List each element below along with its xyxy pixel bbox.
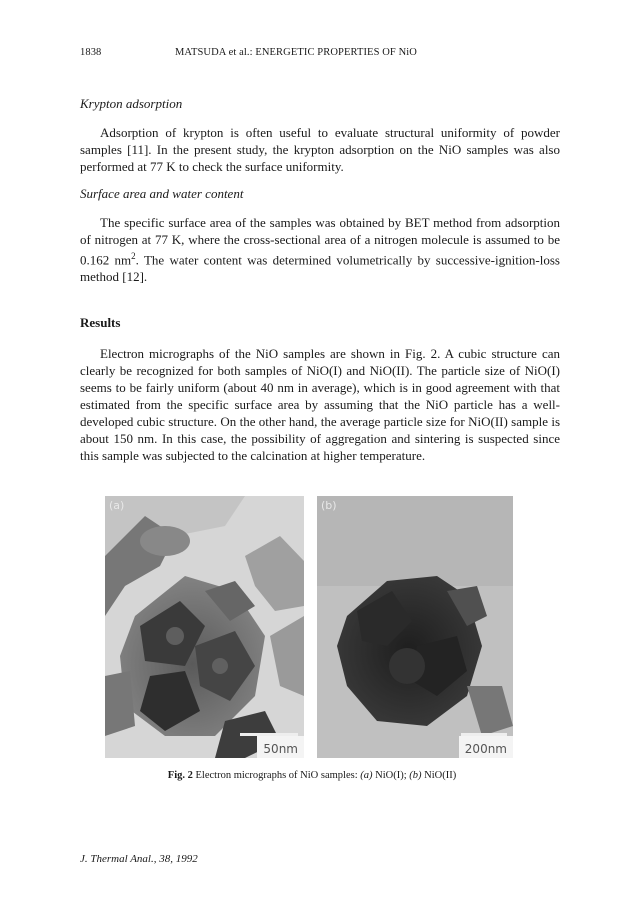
section-heading-surface-area: Surface area and water content [80,186,244,201]
caption-b: (b) [409,770,422,781]
journal-citation: J. Thermal Anal., 38, 1992 [80,853,198,865]
caption-label: Fig. 2 [167,770,193,781]
caption-end: NiO(II) [421,770,457,781]
panel-b-label: (b) [321,499,337,512]
micrograph-a-image [105,496,304,758]
surface-area-text-part2: . The water content was determined volumetrically by successive-ignition-loss method [12]. [80,252,560,285]
micrograph-b [317,496,513,758]
paragraph-surface-area [80,214,560,285]
figure-caption [0,770,624,781]
scale-label-b [459,736,513,758]
micrograph-a [105,496,304,758]
results-heading: Results [80,315,121,330]
page-number: 1838 [80,47,102,58]
figure-2 [105,496,513,758]
paragraph-krypton [80,124,560,175]
caption-a: (a) [360,770,373,781]
caption-text: Electron micrographs of NiO samples: [192,770,361,781]
superscript-2: 2 [131,251,136,261]
caption-mid: NiO(I); [372,770,410,781]
scale-label-a [257,736,304,758]
panel-a-label: (a) [109,499,125,512]
scale-text-a: 50nm [263,742,298,756]
paragraph-krypton-text: Adsorption of krypton is often useful to evaluate structural uniformity of powder samples [11]. In the present study, the krypton adsorption on the NiO samples was also performed at 77 K to check the surface uniformity. [80,125,560,174]
running-title: MATSUDA et al.: ENERGETIC PROPERTIES OF NiO [175,47,417,58]
scale-text-b: 200nm [464,742,507,756]
paragraph-results [80,345,560,464]
micrograph-b-image [317,496,513,758]
section-heading-krypton: Krypton adsorption [80,96,183,111]
paragraph-surface-area-text [80,214,560,285]
surface-area-text-part1: The specific surface area of the samples was obtained by BET method from adsorption of nitrogen at 77 K, where the cross-sectional area of a nitrogen molecule is assumed to be 0.162 nm [80,215,560,268]
paragraph-results-text: Electron micrographs of the NiO samples are shown in Fig. 2. A cubic structure can clearly be recognized for both samples of NiO(I) and NiO(II). The particle size of NiO(I) seems to be fairly uniform (about 40 nm in average), which is in good agreement with that estimated from the specific surface area by assuming that the NiO particle has a well-developed cubic structure. On the other hand, the average particle size for NiO(II) sample is about 150 nm. In this case, the possibility of aggregation and sintering is suspected since this sample was subjected to the calcination at higher temperature. [80,346,560,463]
